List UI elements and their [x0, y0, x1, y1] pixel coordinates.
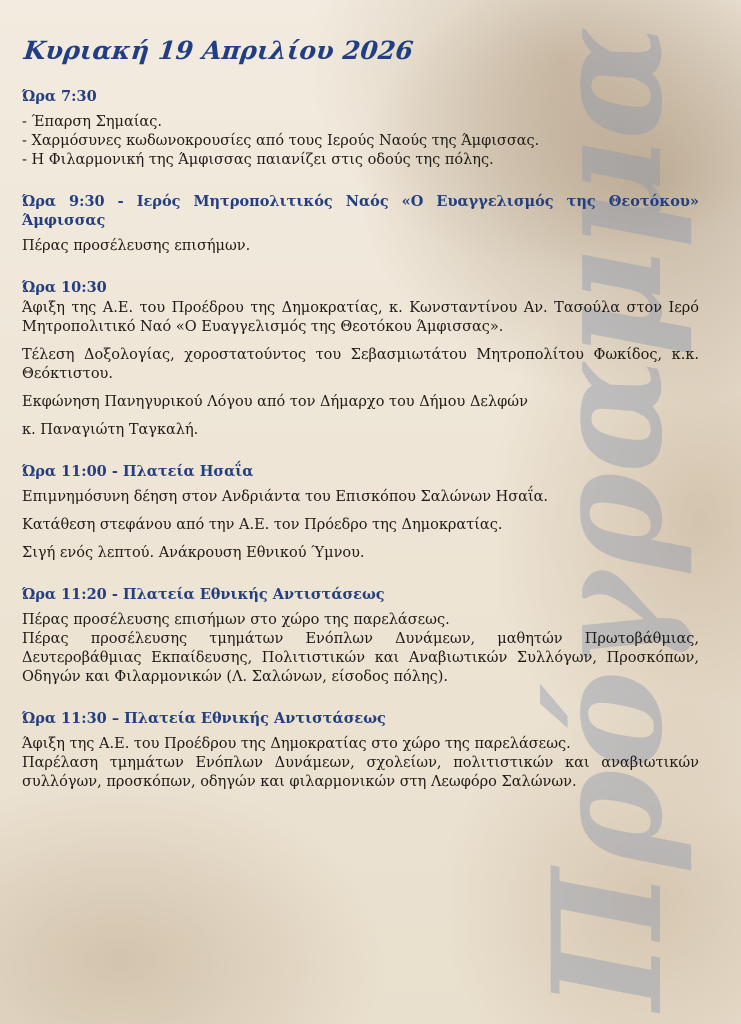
section-paragraph: Πέρας προσέλευσης τμημάτων Ενόπλων Δυνάμεων, μαθητών Πρωτοβάθμιας, Δευτεροβάθμιας Εκπαίδευσης, Πολιτιστικών και Αναβιωτικών Συλλόγων, Προσκόπων, Οδηγών και Φιλαρμονικών (Λ. Σαλώνων, είσοδος πόλης). [22, 631, 699, 685]
section-paragraph: - Η Φιλαρμονική της Άμφισσας παιανίζει στις οδούς της πόλης. [22, 152, 494, 168]
section-title: Ώρα 10:30 [22, 279, 107, 296]
schedule-section-0730 [22, 87, 699, 170]
section-paragraph: Πέρας προσέλευσης επισήμων. [22, 238, 251, 254]
schedule-content [22, 36, 699, 814]
watermark-text: Πρόγραμμα [520, 19, 696, 1010]
section-title: Ώρα 11:30 – Πλατεία Εθνικής Αντιστάσεως [22, 710, 386, 727]
section-paragraph: - Χαρμόσυνες κωδωνοκρουσίες από τους Ιερούς Ναούς της Άμφισσας. [22, 133, 540, 149]
schedule-section-0930 [22, 192, 699, 256]
section-paragraph: Επιμνημόσυνη δέηση στον Ανδριάντα του Επισκόπου Σαλώνων Ησαΐα. [22, 489, 549, 505]
section-paragraph: - Έπαρση Σημαίας. [22, 114, 162, 130]
section-paragraph: Πέρας προσέλευσης επισήμων στο χώρο της παρελάσεως. [22, 612, 450, 628]
section-title: Ώρα 9:30 - Ιερός Μητροπολιτικός Ναός «Ο Ευαγγελισμός της Θεοτόκου» Άμφισσας [22, 193, 699, 229]
schedule-section-1130 [22, 709, 699, 792]
schedule-section-1100 [22, 462, 699, 563]
section-paragraph: Σιγή ενός λεπτού. Ανάκρουση Εθνικού Ύμνου. [22, 545, 365, 561]
section-paragraph: Εκφώνηση Πανηγυρικού Λόγου από τον Δήμαρχο του Δήμου Δελφών [22, 394, 528, 410]
section-paragraph: Παρέλαση τμημάτων Ενόπλων Δυνάμεων, σχολείων, πολιτιστικών και αναβιωτικών συλλόγων, προσκόπων, οδηγών και φιλαρμονικών στη Λεωφόρο Σαλώνων. [22, 755, 699, 790]
section-title: Ώρα 7:30 [22, 88, 97, 105]
schedule-section-1120 [22, 585, 699, 687]
section-title: Ώρα 11:20 - Πλατεία Εθνικής Αντιστάσεως [22, 586, 385, 603]
section-title: Ώρα 11:00 - Πλατεία Ησαΐα [22, 463, 254, 480]
section-paragraph: Κατάθεση στεφάνου από την Α.Ε. τον Πρόεδρο της Δημοκρατίας. [22, 517, 503, 533]
section-paragraph: Τέλεση Δοξολογίας, χοροστατούντος του Σεβασμιωτάτου Μητροπολίτου Φωκίδος, κ.κ. Θεόκτιστου. [22, 347, 699, 382]
schedule-section-1030 [22, 278, 699, 440]
section-paragraph: κ. Παναγιώτη Ταγκαλή. [22, 422, 199, 438]
section-paragraph: Άφιξη της Α.Ε. του Προέδρου της Δημοκρατίας στο χώρο της παρελάσεως. [22, 736, 571, 752]
date-title: Κυριακή 19 Απριλίου 2026 [22, 36, 415, 65]
section-paragraph: Άφιξη της Α.Ε. του Προέδρου της Δημοκρατίας, κ. Κωνσταντίνου Αν. Τασούλα στον Ιερό Μητροπολιτικό Ναό «Ο Ευαγγελισμός της Θεοτόκου Άμφισσας». [22, 300, 699, 335]
